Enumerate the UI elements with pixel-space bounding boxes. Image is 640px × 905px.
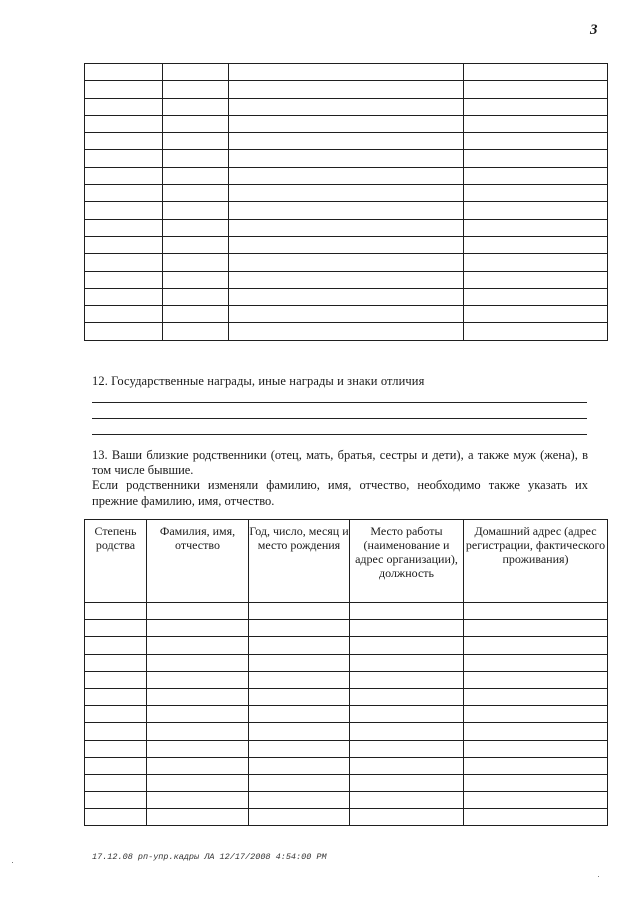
- table-row: [85, 288, 608, 305]
- table-cell[interactable]: [464, 603, 608, 620]
- table-cell[interactable]: [85, 637, 147, 654]
- scan-speck: [12, 862, 13, 863]
- table-cell[interactable]: [249, 774, 350, 791]
- table-cell[interactable]: [464, 98, 608, 115]
- table-cell[interactable]: [350, 603, 464, 620]
- table-cell[interactable]: [85, 620, 147, 637]
- table-row: [85, 671, 608, 688]
- table-cell[interactable]: [249, 654, 350, 671]
- table-cell[interactable]: [464, 706, 608, 723]
- table-row: [85, 603, 608, 620]
- section-13-text: [92, 448, 588, 509]
- table-cell[interactable]: [229, 323, 464, 340]
- table-row: [85, 706, 608, 723]
- table-cell[interactable]: [147, 706, 249, 723]
- table-cell[interactable]: [85, 306, 163, 323]
- table-cell[interactable]: [464, 757, 608, 774]
- table-cell[interactable]: [229, 219, 464, 236]
- table-row: [85, 620, 608, 637]
- table-cell[interactable]: [350, 740, 464, 757]
- table-row: [85, 185, 608, 202]
- table-cell[interactable]: [85, 185, 163, 202]
- table-cell[interactable]: [85, 271, 163, 288]
- table-cell[interactable]: [249, 757, 350, 774]
- section-12-title: 12. Государственные награды, иные награды и знаки отличия: [92, 374, 425, 388]
- table-row: [85, 219, 608, 236]
- table-cell[interactable]: [163, 167, 229, 184]
- table-cell[interactable]: [350, 706, 464, 723]
- table-cell[interactable]: [464, 202, 608, 219]
- table-cell[interactable]: [85, 202, 163, 219]
- table-cell[interactable]: [464, 271, 608, 288]
- table-row: [85, 740, 608, 757]
- table-cell[interactable]: [163, 115, 229, 132]
- work-activity-table-body: [85, 64, 608, 341]
- table-row: [85, 654, 608, 671]
- table-row: [85, 98, 608, 115]
- table-cell[interactable]: [464, 306, 608, 323]
- table-cell[interactable]: [85, 219, 163, 236]
- table-cell[interactable]: [163, 236, 229, 253]
- table-cell[interactable]: [147, 637, 249, 654]
- header-full-name: Фамилия, имя, отчество: [147, 520, 249, 603]
- table-cell[interactable]: [464, 288, 608, 305]
- table-row: [85, 637, 608, 654]
- awards-fill-line[interactable]: [92, 434, 587, 435]
- table-cell[interactable]: [163, 306, 229, 323]
- table-cell[interactable]: [163, 271, 229, 288]
- table-cell[interactable]: [464, 792, 608, 809]
- table-cell[interactable]: [464, 654, 608, 671]
- header-birth-date-place: Год, число, месяц и место рождения: [249, 520, 350, 603]
- table-cell[interactable]: [249, 603, 350, 620]
- table-row: [85, 809, 608, 826]
- table-cell[interactable]: [464, 740, 608, 757]
- table-cell[interactable]: [464, 323, 608, 340]
- table-row: [85, 757, 608, 774]
- relatives-table: [84, 519, 608, 826]
- table-cell[interactable]: [85, 654, 147, 671]
- document-footer: 17.12.08 рп-упр.кадры ЛА 12/17/2008 4:54:00 PM: [92, 852, 327, 862]
- table-cell[interactable]: [464, 167, 608, 184]
- table-cell[interactable]: [85, 64, 163, 81]
- table-cell[interactable]: [350, 757, 464, 774]
- table-cell[interactable]: [147, 792, 249, 809]
- table-cell[interactable]: [350, 723, 464, 740]
- table-cell[interactable]: [163, 133, 229, 150]
- table-cell[interactable]: [229, 167, 464, 184]
- table-cell[interactable]: [229, 81, 464, 98]
- table-cell[interactable]: [147, 774, 249, 791]
- table-cell[interactable]: [85, 254, 163, 271]
- table-cell[interactable]: [229, 133, 464, 150]
- table-cell[interactable]: [163, 98, 229, 115]
- table-cell[interactable]: [229, 64, 464, 81]
- table-cell[interactable]: [85, 133, 163, 150]
- header-workplace-position: Место работы (наименование и адрес организации), должность: [350, 520, 464, 603]
- table-cell[interactable]: [163, 64, 229, 81]
- table-cell[interactable]: [249, 706, 350, 723]
- page-number: 3: [590, 22, 598, 38]
- table-cell[interactable]: [249, 723, 350, 740]
- table-cell[interactable]: [85, 757, 147, 774]
- table-row: [85, 306, 608, 323]
- table-row: [85, 167, 608, 184]
- table-cell[interactable]: [464, 185, 608, 202]
- section-13-question: 13. Ваши близкие родственники (отец, мать, братья, сестры и дети), а также муж (жена), в том числе бывшие.: [92, 448, 588, 478]
- table-cell[interactable]: [85, 774, 147, 791]
- table-row: [85, 271, 608, 288]
- table-row: [85, 774, 608, 791]
- table-cell[interactable]: [350, 654, 464, 671]
- table-cell[interactable]: [163, 288, 229, 305]
- table-row: [85, 133, 608, 150]
- table-cell[interactable]: [350, 774, 464, 791]
- table-cell[interactable]: [249, 688, 350, 705]
- table-cell[interactable]: [163, 323, 229, 340]
- table-row: [85, 323, 608, 340]
- table-cell[interactable]: [85, 792, 147, 809]
- table-cell[interactable]: [464, 219, 608, 236]
- table-row: [85, 81, 608, 98]
- table-cell[interactable]: [464, 671, 608, 688]
- table-cell[interactable]: [147, 688, 249, 705]
- table-row: [85, 254, 608, 271]
- header-home-address: Домашний адрес (адрес регистрации, фактического проживания): [464, 520, 608, 603]
- table-row: [85, 723, 608, 740]
- table-cell[interactable]: [147, 671, 249, 688]
- section-13-note: Если родственники изменяли фамилию, имя, отчество, необходимо также указать их прежние фамилию, имя, отчество.: [92, 478, 588, 508]
- table-cell[interactable]: [147, 809, 249, 826]
- table-cell[interactable]: [229, 271, 464, 288]
- table-cell[interactable]: [163, 81, 229, 98]
- table-row: [85, 688, 608, 705]
- table-cell[interactable]: [163, 185, 229, 202]
- table-cell[interactable]: [249, 637, 350, 654]
- table-cell[interactable]: [147, 603, 249, 620]
- table-cell[interactable]: [350, 809, 464, 826]
- table-cell[interactable]: [350, 792, 464, 809]
- table-cell[interactable]: [350, 671, 464, 688]
- table-cell[interactable]: [147, 654, 249, 671]
- table-cell[interactable]: [163, 150, 229, 167]
- table-row: [85, 115, 608, 132]
- table-cell[interactable]: [85, 671, 147, 688]
- table-cell[interactable]: [249, 671, 350, 688]
- table-cell[interactable]: [163, 254, 229, 271]
- table-cell[interactable]: [85, 81, 163, 98]
- table-cell[interactable]: [464, 809, 608, 826]
- table-cell[interactable]: [464, 236, 608, 253]
- table-cell[interactable]: [249, 792, 350, 809]
- table-row: [85, 236, 608, 253]
- table-row: [85, 792, 608, 809]
- table-cell[interactable]: [464, 150, 608, 167]
- table-cell[interactable]: [147, 620, 249, 637]
- table-row: [85, 150, 608, 167]
- table-cell[interactable]: [229, 306, 464, 323]
- table-cell[interactable]: [464, 115, 608, 132]
- table-cell[interactable]: [85, 740, 147, 757]
- relatives-table-header-row: [85, 520, 608, 603]
- table-cell[interactable]: [85, 603, 147, 620]
- table-cell[interactable]: [85, 167, 163, 184]
- table-cell[interactable]: [85, 723, 147, 740]
- table-cell[interactable]: [464, 774, 608, 791]
- table-cell[interactable]: [147, 757, 249, 774]
- table-cell[interactable]: [85, 236, 163, 253]
- table-cell[interactable]: [147, 740, 249, 757]
- header-relation-degree: Степень родства: [85, 520, 147, 603]
- awards-fill-line[interactable]: [92, 402, 587, 403]
- table-cell[interactable]: [85, 150, 163, 167]
- table-cell[interactable]: [85, 98, 163, 115]
- table-cell[interactable]: [229, 288, 464, 305]
- table-cell[interactable]: [464, 688, 608, 705]
- table-cell[interactable]: [464, 254, 608, 271]
- awards-fill-line[interactable]: [92, 418, 587, 419]
- table-cell[interactable]: [85, 809, 147, 826]
- table-cell[interactable]: [464, 81, 608, 98]
- table-cell[interactable]: [229, 115, 464, 132]
- table-cell[interactable]: [464, 620, 608, 637]
- table-cell[interactable]: [350, 620, 464, 637]
- table-cell[interactable]: [163, 202, 229, 219]
- relatives-table-body: [85, 603, 608, 826]
- table-cell[interactable]: [249, 809, 350, 826]
- table-cell[interactable]: [229, 98, 464, 115]
- table-cell[interactable]: [85, 706, 147, 723]
- table-cell[interactable]: [229, 185, 464, 202]
- table-cell[interactable]: [85, 688, 147, 705]
- table-cell[interactable]: [229, 150, 464, 167]
- table-row: [85, 64, 608, 81]
- table-cell[interactable]: [147, 723, 249, 740]
- table-cell[interactable]: [464, 637, 608, 654]
- table-cell[interactable]: [163, 219, 229, 236]
- table-cell[interactable]: [350, 688, 464, 705]
- work-activity-table-continuation: [84, 63, 608, 341]
- table-cell[interactable]: [350, 637, 464, 654]
- table-cell[interactable]: [85, 115, 163, 132]
- table-cell[interactable]: [85, 323, 163, 340]
- table-cell[interactable]: [464, 133, 608, 150]
- table-cell[interactable]: [229, 236, 464, 253]
- table-cell[interactable]: [85, 288, 163, 305]
- table-cell[interactable]: [249, 620, 350, 637]
- table-cell[interactable]: [229, 202, 464, 219]
- table-cell[interactable]: [249, 740, 350, 757]
- table-row: [85, 202, 608, 219]
- table-cell[interactable]: [464, 723, 608, 740]
- scan-speck: [598, 876, 599, 877]
- table-cell[interactable]: [229, 254, 464, 271]
- table-cell[interactable]: [464, 64, 608, 81]
